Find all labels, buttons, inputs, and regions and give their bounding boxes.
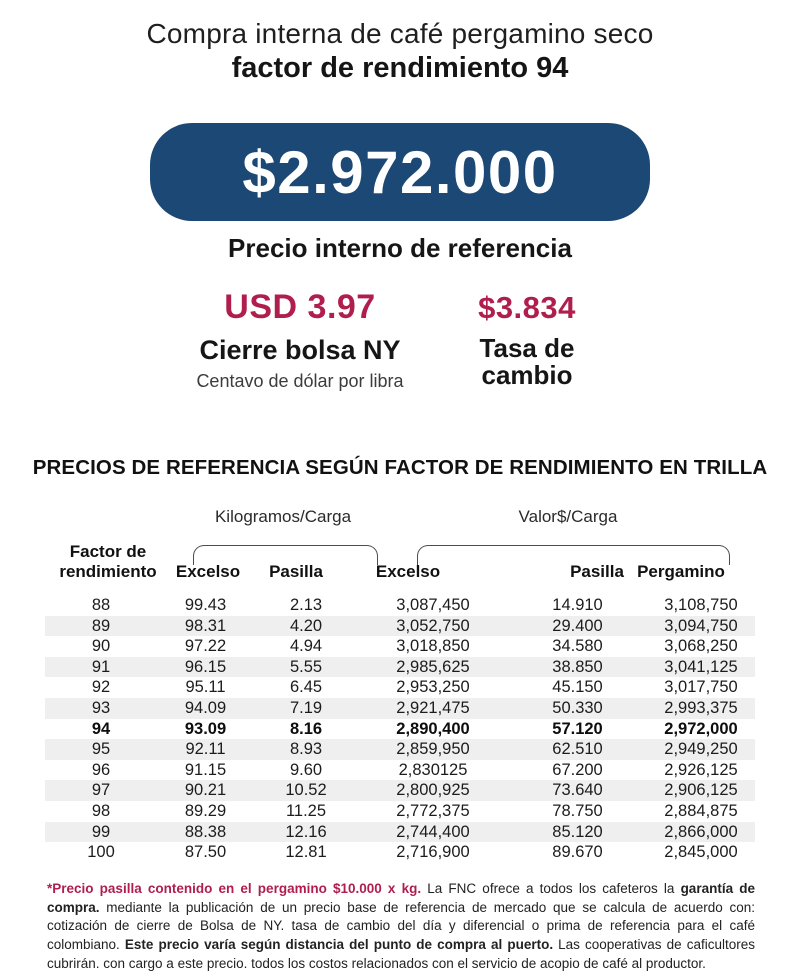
table-cell: 2.13: [289, 596, 323, 614]
table-cell: 98: [91, 801, 111, 820]
page-title-line2: factor de rendimiento 94: [231, 52, 569, 84]
table-cell: 97: [91, 781, 111, 800]
table-cell: 3,094,750: [664, 616, 738, 635]
table-cell: 50.330: [552, 698, 603, 717]
table-cell: 91.15: [184, 760, 227, 779]
table-cell: 45.150: [552, 678, 603, 697]
table-cell: 38.850: [552, 657, 603, 676]
table-row: [45, 822, 755, 843]
table-cell: 12.81: [285, 843, 327, 862]
table-row: [45, 739, 755, 760]
table-row: [45, 780, 755, 801]
table-cell: 73.640: [552, 781, 603, 800]
table-row: [45, 842, 755, 863]
table-cell: 2,906,125: [664, 781, 738, 800]
footnote-segment: Las cooperativas de caficultores cubrirán. con cargo a este precio. todos los costos relacionados con el servicio de acopio de café al productor.: [47, 936, 756, 971]
table-cell: 100: [87, 843, 115, 862]
table-row: [45, 595, 755, 616]
table-cell: 12.16: [285, 822, 327, 841]
footnote-segment: Este precio varía según distancia del punto de compra al puerto.: [124, 936, 554, 952]
table-cell: 3,108,750: [664, 596, 738, 614]
table-cell: 67.200: [552, 760, 603, 779]
table-cell: 2,993,375: [664, 698, 738, 717]
table-cell: 2,744,400: [396, 822, 470, 841]
table-cell: 57.120: [552, 719, 603, 738]
table-cell: 2,800,925: [396, 781, 470, 800]
table-cell: 3,018,850: [396, 637, 470, 656]
table-cell: 96: [91, 760, 111, 779]
table-cell: 85.120: [552, 822, 603, 841]
table-cell: 2,884,875: [664, 801, 738, 820]
table-cell: 29.400: [552, 616, 603, 635]
table-cell: 90.21: [184, 781, 227, 800]
table-cell: 3,068,250: [664, 637, 738, 656]
reference-price-badge: [150, 123, 650, 221]
table-cell: 3,087,450: [396, 596, 470, 614]
table-row: [45, 698, 755, 719]
table-cell: 8.93: [289, 740, 323, 759]
table-cell: 62.510: [552, 740, 603, 759]
table-cell: 91: [91, 657, 111, 676]
table-row: [45, 616, 755, 637]
column-header-pergamino: Pergamino: [637, 562, 725, 581]
table-cell: 2,953,250: [396, 678, 470, 697]
table-cell: 92: [91, 678, 111, 697]
table-row: [45, 657, 755, 678]
table-cell: 14.910: [552, 596, 603, 614]
table-cell: 4.20: [289, 616, 323, 635]
column-header-factor: Factor de rendimiento: [59, 542, 157, 581]
reference-price-value: $2.972.000: [242, 138, 558, 206]
reference-price-table: [45, 595, 755, 863]
table-row: [45, 760, 755, 781]
table-cell: 78.750: [552, 801, 603, 820]
table-cell: 2,859,950: [396, 740, 470, 759]
table-cell: 93: [91, 698, 111, 717]
table-cell: 88: [91, 596, 111, 614]
table-cell: 5.55: [289, 657, 323, 676]
table-cell: 3,017,750: [664, 678, 738, 697]
table-cell: 4.94: [289, 637, 323, 656]
exchange-rate-block: [452, 290, 602, 388]
table-cell: 2,890,400: [396, 719, 470, 738]
group-header-value: Valor$/Carga: [518, 507, 618, 526]
footnote-segment: La FNC ofrece a todos los cafeteros la: [421, 881, 681, 896]
table-cell: 99.43: [184, 596, 227, 614]
table-cell: 89.29: [184, 801, 227, 820]
table-cell: 2,772,375: [396, 801, 470, 820]
footnote-segment: mediante la publicación de un precio base de referencia de mercado que se calcula de acuerdo con: cotización de cierre de Bolsa de NY. tasa de cambio del día y diferencial o prima de referencia para el café colombiano.: [47, 899, 755, 952]
table-cell: 3,052,750: [396, 616, 470, 635]
table-cell: 2,926,125: [664, 760, 738, 779]
reference-price-label: Precio interno de referencia: [228, 233, 572, 263]
table-cell: 96.15: [184, 657, 227, 676]
table-cell: 6.45: [289, 678, 323, 697]
footnote-segment: garantía de compra.: [47, 881, 755, 915]
table-cell: 95.11: [185, 678, 226, 697]
table-cell: 95: [91, 740, 111, 759]
table-cell: 97.22: [184, 637, 227, 656]
ny-close-sublabel: Centavo de dólar por libra: [196, 371, 404, 391]
footnote-text: [47, 880, 755, 973]
table-cell: 99: [91, 822, 111, 841]
table-cell: 8.16: [289, 719, 323, 738]
table-cell: 94.09: [184, 698, 227, 717]
page-title-line1: Compra interna de café pergamino seco: [146, 18, 654, 49]
table-cell: 3,041,125: [664, 657, 738, 676]
table-row: [45, 677, 755, 698]
table-section-title: PRECIOS DE REFERENCIA SEGÚN FACTOR DE RENDIMIENTO EN TRILLA: [32, 456, 768, 479]
table-row: [45, 636, 755, 657]
exchange-rate-label: Tasa de cambio: [479, 333, 575, 390]
ny-close-value: USD 3.97: [224, 288, 376, 326]
table-cell: 89: [91, 616, 111, 635]
table-cell: 94: [91, 719, 111, 738]
table-cell: 2,716,900: [396, 843, 470, 862]
table-cell: 2,866,000: [664, 822, 738, 841]
table-cell: 87.50: [184, 843, 227, 862]
table-cell: 34.580: [552, 637, 603, 656]
table-cell: 90: [91, 637, 111, 656]
ny-close-label: Cierre bolsa NY: [199, 335, 401, 365]
table-cell: 7.19: [289, 698, 323, 717]
table-cell: 2,921,475: [396, 698, 470, 717]
column-header-excelso-value: Excelso: [375, 562, 441, 581]
table-cell: 2,830125: [398, 760, 468, 779]
table-cell: 9.60: [289, 760, 323, 779]
table-cell: 89.670: [552, 843, 603, 862]
table-cell: 11.25: [285, 801, 327, 820]
table-header-zone: [45, 500, 755, 596]
table-cell: 98.31: [184, 616, 227, 635]
table-cell: 2,985,625: [396, 657, 470, 676]
table-cell: 93.09: [184, 719, 227, 738]
group-header-kilograms: Kilogramos/Carga: [214, 507, 352, 526]
column-header-excelso-kg: Excelso: [175, 562, 241, 581]
footnote-segment: *Precio pasilla contenido en el pergamino $10.000 x kg.: [47, 881, 422, 896]
table-cell: 92.11: [185, 740, 226, 759]
table-cell: 2,972,000: [664, 719, 738, 738]
table-cell: 10.52: [285, 781, 327, 800]
exchange-rate-value: $3.834: [478, 290, 576, 325]
table-cell: 2,845,000: [664, 843, 738, 862]
table-cell: 88.38: [184, 822, 227, 841]
column-header-pasilla-kg: Pasilla: [269, 562, 323, 581]
ny-close-block: [160, 288, 440, 392]
table-row: [45, 801, 755, 822]
price-table-body: [45, 595, 755, 863]
table-cell: 2,949,250: [664, 740, 738, 759]
table-row: [45, 719, 755, 740]
column-header-pasilla-value: Pasilla: [570, 562, 624, 581]
